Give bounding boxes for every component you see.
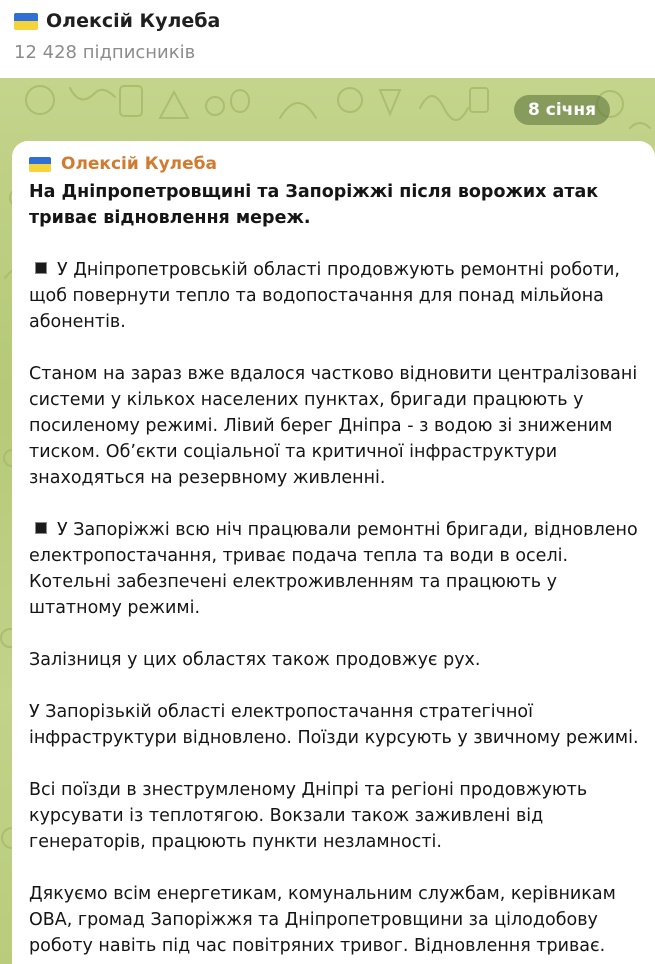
message-author[interactable]: Олексій Кулеба (61, 154, 218, 174)
message-paragraph (29, 881, 649, 959)
message-paragraph (29, 257, 649, 335)
channel-header[interactable] (0, 0, 655, 78)
paragraph-text: У Запоріжжі всю ніч працювали ремонтні бригади, відновлено електропостачання, триває подача тепла та води в оселі. Котельні забезпечені електроживленням та працюють у штатному режимі. (29, 520, 638, 618)
black-square-bullet-icon (35, 522, 47, 534)
paragraph-text: Всі поїзди в знеструмленому Дніпрі та регіоні продовжують курсувати із теплотягою. Вокзали також заживлені від генераторів, працюють пункти незламності. (29, 780, 588, 852)
black-square-bullet-icon (35, 262, 47, 274)
message-paragraph (29, 699, 649, 751)
subscriber-count: 12 428 підписників (14, 42, 196, 63)
paragraph-text: Станом на зараз вже вдалося частково відновити централізовані системи у кількох населених пунктах, бригади працюють у посиленому режимі. Лівий берег Дніпра - з водою зі зниженим тиском. Обʼєкти соціальної та критичної інфраструктури знаходяться на резервному живленні. (29, 364, 638, 488)
message-bubble[interactable] (12, 141, 655, 964)
paragraph-text: Дякуємо всім енергетикам, комунальним службам, керівникам ОВА, громад Запоріжжя та Дніпропетровщини за цілодобову роботу навіть під час повітряних тривог. Відновлення триває. (29, 884, 616, 956)
date-separator: 8 січня (514, 95, 610, 125)
chat-area[interactable] (0, 78, 655, 964)
ukraine-flag-icon (29, 157, 51, 172)
message-paragraph (29, 517, 649, 621)
paragraph-text: У Запорізькій області електропостачання стратегічної інфраструктури відновлено. Поїзди курсують у звичному режимі. (29, 702, 639, 748)
message-title: На Дніпропетровщині та Запоріжжі після ворожих атак триває відновлення мереж. (29, 182, 599, 228)
message-author-row[interactable] (29, 153, 655, 175)
message-paragraph (29, 647, 649, 673)
ukraine-flag-icon (14, 13, 38, 30)
paragraph-text: Залізниця у цих областях також продовжує рух. (29, 650, 481, 670)
channel-title-row[interactable] (14, 10, 220, 32)
paragraph-text: У Дніпропетровській області продовжують ремонтні роботи, щоб повернути тепло та водопостачання для понад мільйона абонентів. (29, 260, 620, 332)
channel-title: Олексій Кулеба (46, 10, 221, 32)
message-paragraph (29, 777, 649, 855)
message-paragraph (29, 361, 649, 491)
